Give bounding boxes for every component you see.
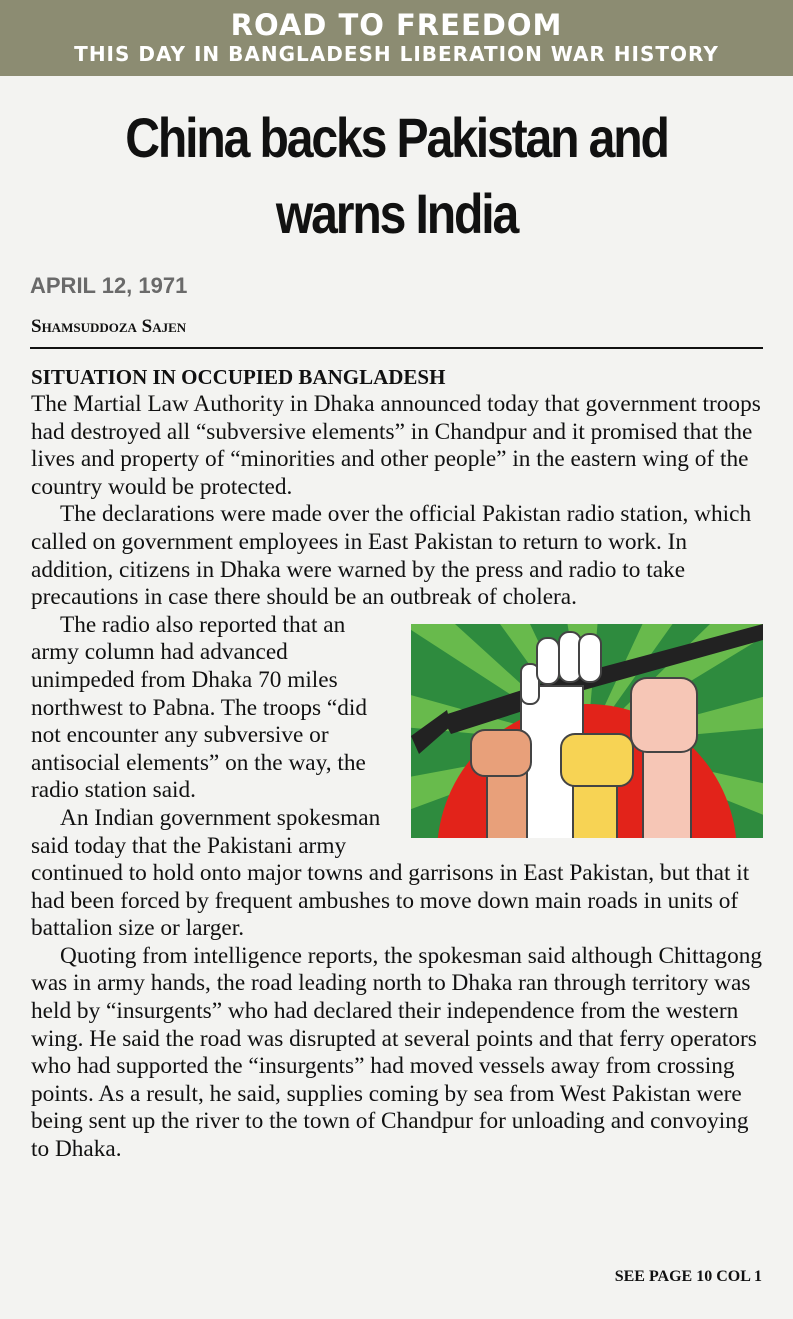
section-heading: SITUATION IN OCCUPIED BANGLADESH xyxy=(31,365,446,389)
banner-title: ROAD TO FREEDOM xyxy=(230,8,563,42)
byline: Shamsuddoza Sajen xyxy=(31,316,187,337)
paragraph-3: The radio also reported that an army column had advanced unimpeded from Dhaka 70 miles northwest to Pabna. The troops “did not encounter any subversive or antisocial elements” on the way, the radio station said. xyxy=(31,611,368,804)
illustration-raised-fists xyxy=(411,624,763,838)
header-banner xyxy=(0,0,793,76)
paragraph-1: The Martial Law Authority in Dhaka announced today that government troops had destroyed all “subversive elements” in Chandpur and it promised that the lives and property of “minorities and other people” in the eastern wing of the country would be protected. xyxy=(31,391,761,500)
article-date: APRIL 12, 1971 xyxy=(30,273,188,298)
headline-line-1: China backs Pakistan and xyxy=(125,106,668,169)
article-body xyxy=(31,391,763,1164)
continuation-note: SEE PAGE 10 COL 1 xyxy=(614,1268,762,1285)
headline-line-2: warns India xyxy=(275,182,518,245)
paragraph-4: An Indian government spokesman said today that the Pakistani army continued to hold onto major towns and garrisons in East Pakistan, but that it had been forced by frequent ambushes to move down main roads in units of battalion size or larger. xyxy=(31,804,750,942)
paragraph-5: Quoting from intelligence reports, the spokesman said although Chittagong was in army hands, the road leading north to Dhaka ran through territory was held by “insurgents” who had declared their independence from the western wing. He said the road was disrupted at several points and that ferry operators who had supported the “insurgents” had moved vessels away from crossing points. As a result, he said, supplies coming by sea from West Pakistan were being sent up the river to the town of Chandpur for unloading and convoying to Dhaka. xyxy=(31,942,763,1163)
paragraph-2: The declarations were made over the official Pakistan radio station, which called on government employees in East Pakistan to return to work. In addition, citizens in Dhaka were warned by the press and radio to take precautions in case there should be an outbreak of cholera. xyxy=(31,501,752,611)
headline xyxy=(81,100,711,252)
divider xyxy=(30,347,763,349)
banner-subtitle: THIS DAY IN BANGLADESH LIBERATION WAR HISTORY xyxy=(74,42,719,66)
